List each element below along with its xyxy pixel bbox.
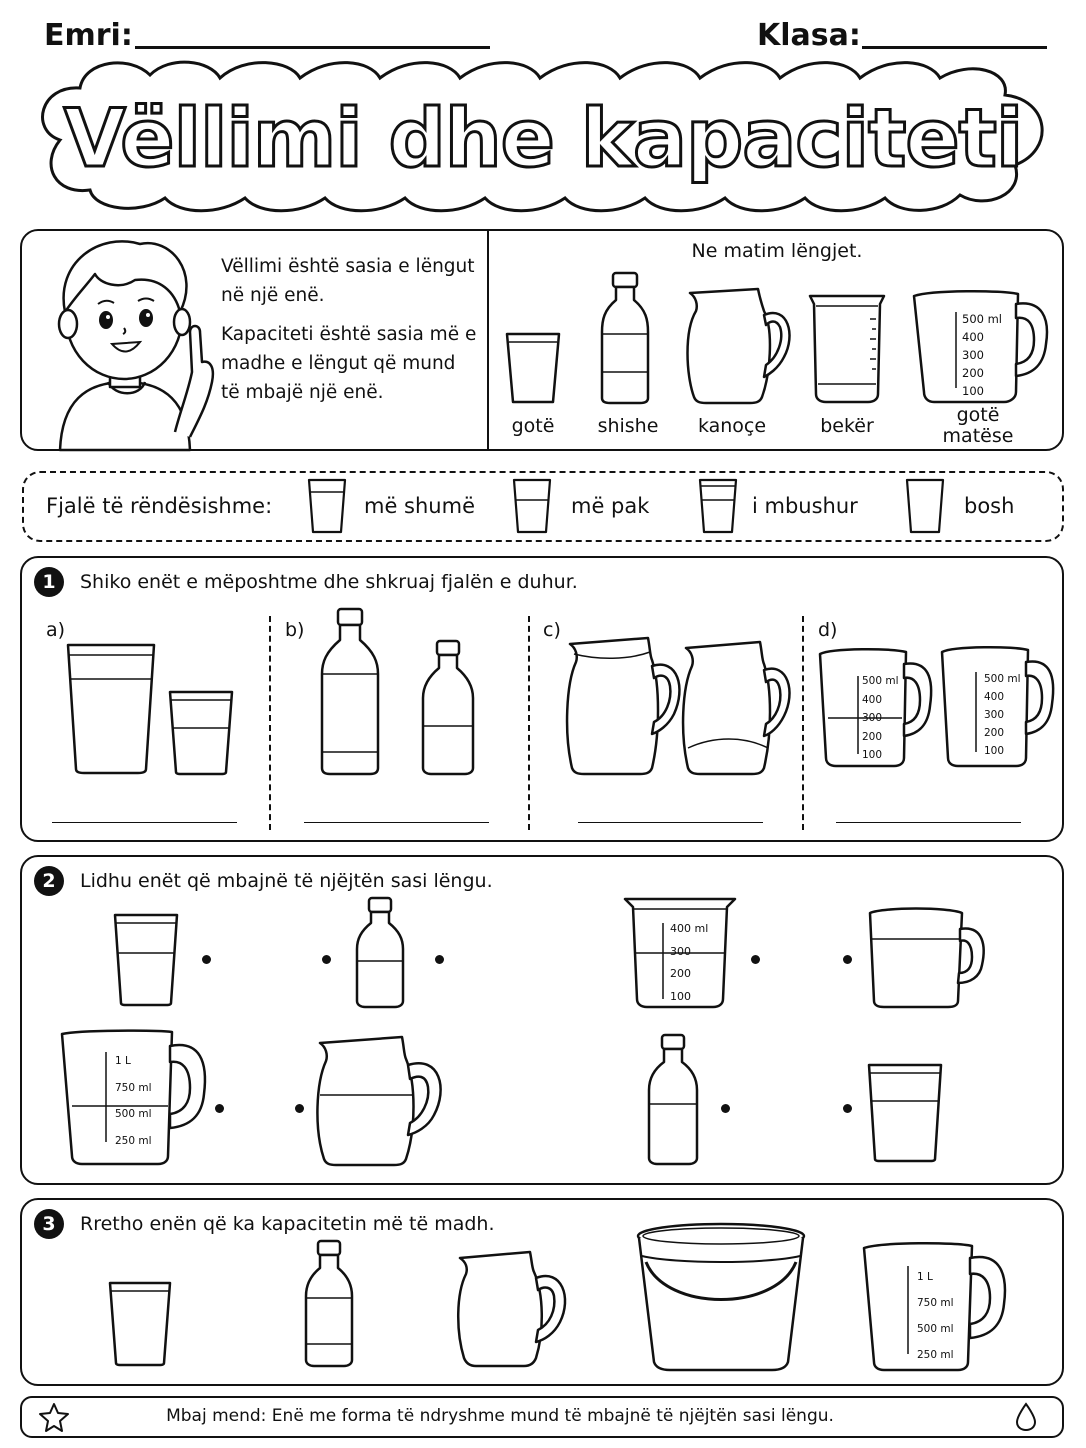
glass-icon: [505, 332, 561, 404]
part-c-label: c): [543, 619, 561, 641]
separator: [802, 616, 804, 830]
scale-label: 500 ml: [115, 1108, 152, 1120]
glass-empty-icon: [905, 478, 945, 534]
container-label-bottle: shishe: [597, 415, 659, 437]
scale-label: 1 L: [917, 1271, 933, 1283]
glass-small-icon: [168, 690, 234, 776]
scale-label: 100: [670, 989, 691, 1003]
scale-label: 300: [670, 944, 691, 958]
connect-dot[interactable]: [843, 1104, 852, 1113]
option-cup-scale: [917, 1264, 954, 1368]
glass-more-icon: [307, 478, 347, 534]
glass-large-icon: [66, 643, 156, 775]
intro-divider: [487, 231, 489, 449]
scale-label: 200: [862, 730, 883, 743]
scale-label: 300: [962, 348, 984, 362]
jug-icon: [688, 285, 792, 405]
intro-cup-scale: [962, 310, 1002, 400]
bottle-option[interactable]: [304, 1240, 354, 1368]
container-label-beaker: bekër: [820, 415, 874, 437]
scale-label: 100: [862, 749, 883, 761]
exercise-1-instruction: Shiko enët e mëposhtme dhe shkruaj fjalën e duhur.: [80, 571, 578, 593]
glass-full-icon: [698, 478, 738, 534]
part-d-label: d): [818, 619, 838, 641]
exercise-1-number: 1: [34, 567, 64, 597]
scale-label: 400: [862, 693, 883, 706]
connect-dot[interactable]: [721, 1104, 730, 1113]
scale-label: 500 ml: [984, 673, 1021, 685]
scale-label: 400: [962, 330, 984, 344]
scale-label: 250 ml: [917, 1349, 954, 1361]
class-label: Klasa:: [757, 18, 861, 53]
answer-line-c[interactable]: [578, 822, 763, 823]
connect-dot[interactable]: [295, 1104, 304, 1113]
glass-icon: [113, 913, 179, 1007]
bottle-icon: [355, 897, 405, 1009]
exercise-3-number: 3: [34, 1209, 64, 1239]
droplet-icon: [1014, 1402, 1038, 1432]
capacity-definition: Kapaciteti është sasia më e madhe e lëngut që mund të mbajë një enë.: [221, 324, 477, 403]
scale-label: 500 ml: [862, 675, 899, 687]
connect-dot[interactable]: [843, 955, 852, 964]
part-b-label: b): [285, 619, 305, 641]
jug-full-icon: [568, 634, 680, 776]
container-label-jug: kanoçe: [697, 415, 767, 437]
key-word-empty: bosh: [964, 494, 1015, 518]
boy-illustration: [40, 232, 220, 450]
jug-option[interactable]: [458, 1248, 570, 1368]
scale-label: 400 ml: [670, 922, 709, 935]
beaker-scale: [670, 918, 708, 1008]
jug-icon: [318, 1033, 446, 1167]
connect-dot[interactable]: [435, 955, 444, 964]
scale-label: 200: [670, 967, 691, 980]
bucket-option[interactable]: [636, 1222, 806, 1372]
bottle-small-icon: [421, 640, 475, 776]
scale-label: 300: [984, 709, 1005, 721]
page-title: Vëllimi dhe kapaciteti: [63, 92, 1023, 185]
container-label-measuring-cup: gotë matëse: [942, 404, 1014, 447]
scale-label: 100: [962, 384, 984, 398]
exercise-3-instruction: Rretho enën që ka kapacitetin më të madh.: [80, 1213, 495, 1235]
connect-dot[interactable]: [322, 955, 331, 964]
volume-definition: Vëllimi është sasia e lëngut në një enë.: [221, 256, 475, 306]
answer-line-b[interactable]: [304, 822, 489, 823]
glass-icon: [867, 1063, 943, 1163]
scale-label: 1 L: [115, 1055, 131, 1067]
scale-label: 500 ml: [962, 312, 1003, 326]
measure-title: Ne matim lëngjet.: [691, 240, 863, 262]
connect-dot[interactable]: [215, 1104, 224, 1113]
key-word-full: i mbushur: [752, 494, 858, 518]
scale-label: 100: [984, 745, 1005, 757]
footer-note: Mbaj mend: Enë me forma të ndryshme mund të mbajnë të njëjtën sasi lëngu.: [166, 1406, 834, 1426]
separator: [269, 616, 271, 830]
scale-label: 750 ml: [917, 1297, 954, 1309]
key-word-less: më pak: [571, 494, 650, 518]
bottle-icon: [647, 1034, 699, 1166]
cup-right-scale: [984, 670, 1021, 760]
scale-label: 300: [862, 712, 883, 724]
jug-scale: [115, 1048, 152, 1154]
connect-dot[interactable]: [751, 955, 760, 964]
bottle-large-icon: [320, 608, 380, 776]
scale-label: 200: [984, 727, 1005, 739]
scale-label: 400: [984, 691, 1005, 703]
scale-label: 500 ml: [917, 1323, 954, 1335]
key-words-label: Fjalë të rëndësishme:: [46, 494, 273, 518]
glass-less-icon: [512, 478, 552, 534]
scale-label: 750 ml: [115, 1081, 152, 1094]
exercise-2-instruction: Lidhu enët që mbajnë të njëjtën sasi lëngu.: [80, 870, 493, 892]
glass-option[interactable]: [108, 1281, 172, 1367]
jug-empty-icon: [684, 638, 790, 776]
part-a-label: a): [46, 619, 66, 641]
answer-line-d[interactable]: [836, 822, 1021, 823]
key-word-more: më shumë: [364, 494, 475, 518]
exercise-2-number: 2: [34, 866, 64, 896]
beaker-icon: [808, 294, 886, 404]
container-label-glass: gotë: [511, 415, 555, 437]
mug-icon: [868, 905, 984, 1009]
scale-label: 200: [962, 366, 984, 380]
name-label: Emri:: [44, 18, 133, 53]
scale-label: 250 ml: [115, 1134, 152, 1147]
cup-left-scale: [862, 672, 899, 765]
bottle-icon: [600, 272, 650, 404]
answer-line-a[interactable]: [52, 822, 237, 823]
separator: [528, 616, 530, 830]
star-icon: [38, 1402, 70, 1432]
connect-dot[interactable]: [202, 955, 211, 964]
